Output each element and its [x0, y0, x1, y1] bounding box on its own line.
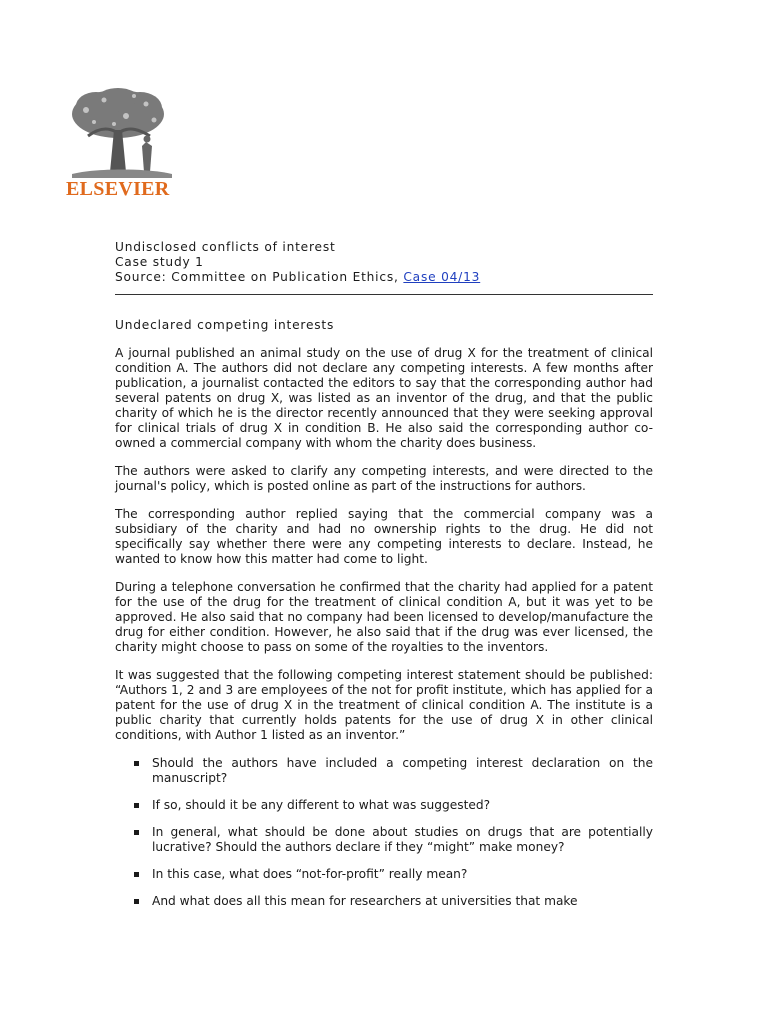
list-item: If so, should it be any different to what was suggested?	[115, 798, 653, 813]
list-item: In general, what should be done about studies on drugs that are potentially lucrative? Should the authors declare if they “might” make money?	[115, 825, 653, 855]
paragraph-4: During a telephone conversation he confirmed that the charity had applied for a patent for the use of the drug for the treatment of clinical condition A, but it was yet to be approved. He also said that no company had been licensed to develop/manufacture the drug for either condition. However, he also said that if the drug was ever licensed, the charity might choose to pass on some of the royalties to the inventors.	[115, 580, 653, 654]
paragraph-3: The corresponding author replied saying that the commercial company was a subsidiary of the charity and had no ownership rights to the drug. He did not specifically say whether there were any competing interests to declare. Instead, he wanted to know how this matter had come to light.	[115, 507, 653, 566]
document-body	[115, 240, 653, 921]
paragraph-2: The authors were asked to clarify any competing interests, and were directed to the journal's policy, which is posted online as part of the instructions for authors.	[115, 464, 653, 493]
list-item: And what does all this mean for researchers at universities that make	[115, 894, 653, 909]
list-item: Should the authors have included a competing interest declaration on the manuscript?	[115, 756, 653, 786]
list-item: In this case, what does “not-for-profit” really mean?	[115, 867, 653, 882]
divider	[115, 294, 653, 295]
case-link[interactable]: Case 04/13	[403, 270, 481, 284]
document-title: Undisclosed conflicts of interest	[115, 240, 336, 254]
bullet-icon	[134, 899, 139, 904]
source-line	[115, 270, 653, 285]
elsevier-logo	[66, 86, 178, 204]
bullet-icon	[134, 872, 139, 877]
logo-wordmark: ELSEVIER	[66, 178, 170, 200]
question-list	[115, 756, 653, 909]
source-prefix: Source: Committee on Publication Ethics,	[115, 270, 404, 284]
paragraph-5: It was suggested that the following competing interest statement should be published: “Authors 1, 2 and 3 are employees of the not for profit institute, which has applied for a patent for the use of drug X in the treatment of clinical condition A. The institute is a public charity that currently holds patents for the use of drug X in other clinical conditions, with Author 1 listed as an inventor.”	[115, 668, 653, 742]
case-number: Case study 1	[115, 255, 204, 269]
section-title: Undeclared competing interests	[115, 318, 335, 332]
bullet-icon	[134, 803, 139, 808]
bullet-icon	[134, 761, 139, 766]
bullet-icon	[134, 830, 139, 835]
paragraph-1: A journal published an animal study on the use of drug X for the treatment of clinical condition A. The authors did not declare any competing interests. A few months after publication, a journalist contacted the editors to say that the corresponding author had several patents on drug X, was listed as an inventor of the drug, and that the public charity of which he is the director recently announced that they were seeking approval for clinical trials of drug X in condition B. He also said the corresponding author co-owned a commercial company with whom the charity does business.	[115, 346, 653, 450]
tree-icon	[66, 86, 178, 178]
